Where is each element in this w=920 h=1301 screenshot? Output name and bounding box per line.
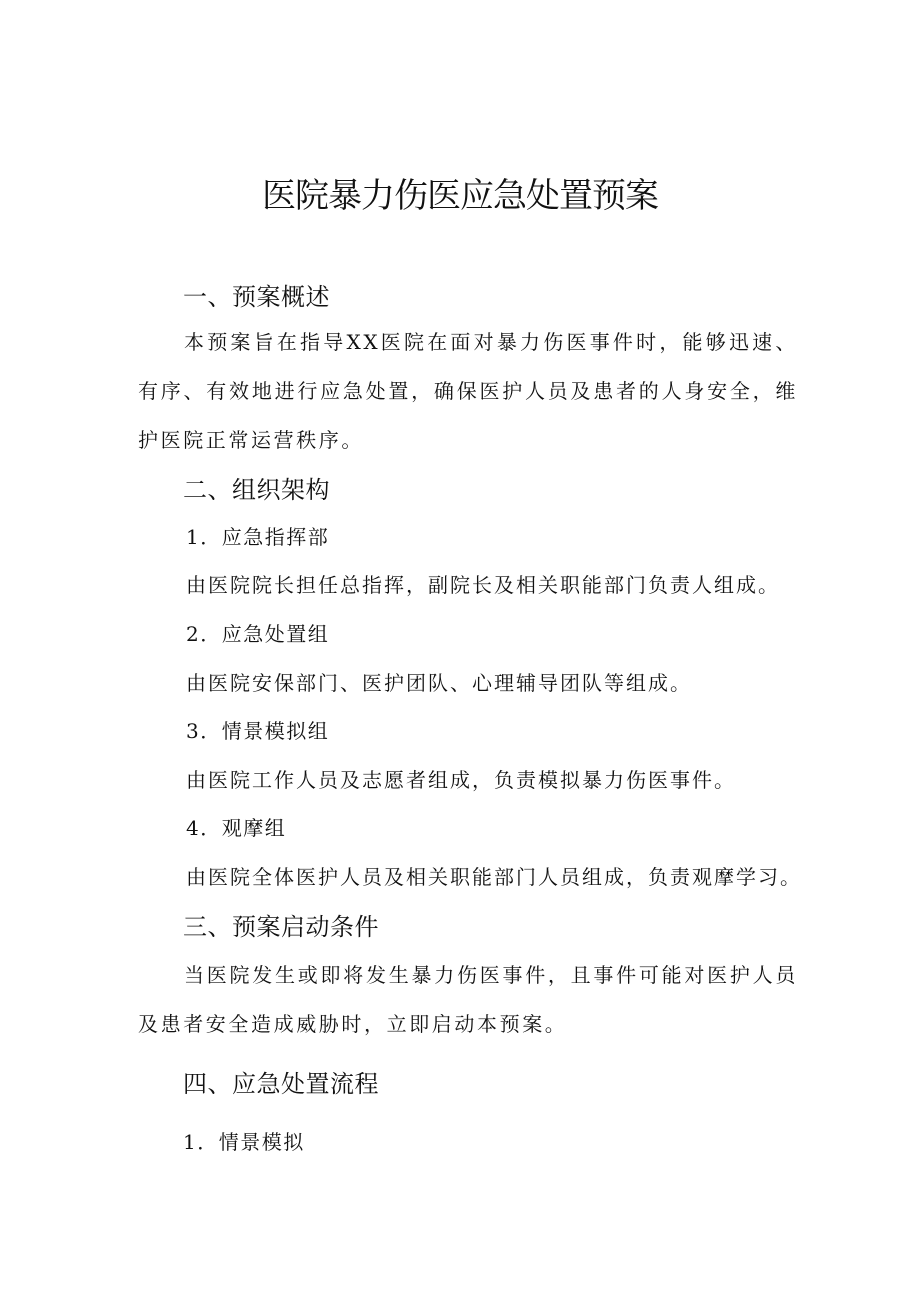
section-heading-overview: 一、预案概述 [183, 283, 330, 311]
document-title: 医院暴力伤医应急处置预案 [262, 176, 658, 216]
item-label-observer: 4．观摩组 [186, 816, 287, 840]
item-label-scenario: 1．情景模拟 [183, 1130, 305, 1154]
item-label-command: 1．应急指挥部 [186, 525, 330, 549]
section-heading-procedure: 四、应急处置流程 [183, 1070, 379, 1098]
section-heading-trigger: 三、预案启动条件 [183, 913, 379, 941]
item-label-simulation: 3．情景模拟组 [186, 719, 330, 743]
item-label-response: 2．应急处置组 [186, 622, 330, 646]
trigger-paragraph: 当医院发生或即将发生暴力伤医事件，且事件可能对医护人员及患者安全造成威胁时，立即启动本预案。 [138, 963, 798, 1036]
overview-paragraph: 本预案旨在指导XX医院在面对暴力伤医事件时，能够迅速、有序、有效地进行应急处置，确保医护人员及患者的人身安全，维护医院正常运营秩序。 [138, 330, 798, 452]
item-text-command: 由医院院长担任总指挥，副院长及相关职能部门负责人组成。 [186, 573, 780, 597]
item-text-response: 由医院安保部门、医护团队、心理辅导团队等组成。 [186, 671, 692, 695]
item-text-simulation: 由医院工作人员及志愿者组成，负责模拟暴力伤医事件。 [186, 768, 736, 792]
section-heading-organization: 二、组织架构 [183, 476, 330, 504]
item-text-observer: 由医院全体医护人员及相关职能部门人员组成，负责观摩学习。 [186, 865, 802, 889]
